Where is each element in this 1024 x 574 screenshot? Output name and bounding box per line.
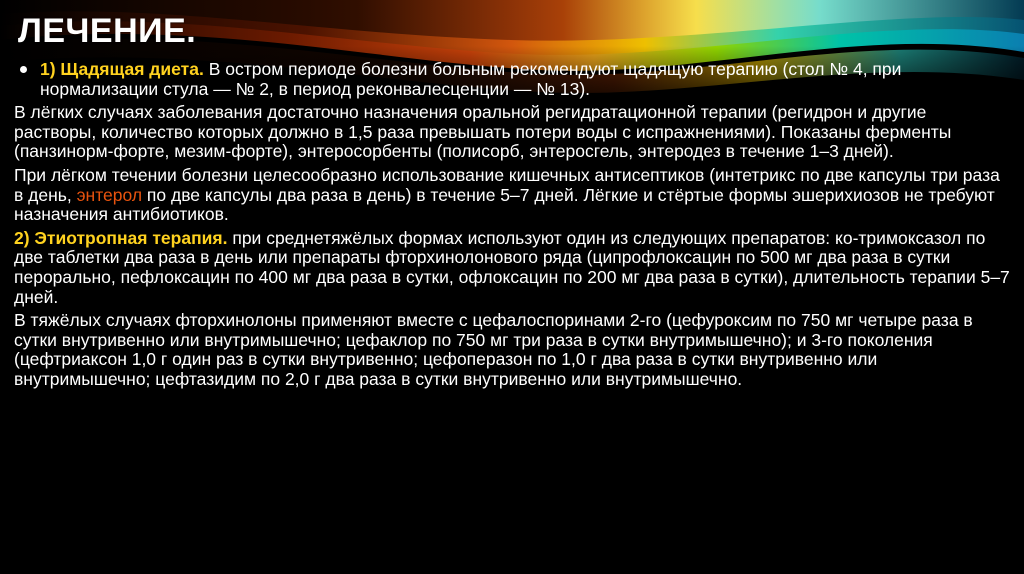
body-text-block	[14, 60, 1010, 394]
paragraph-2	[14, 103, 1010, 162]
paragraph-3-text-after: по две капсулы два раза в день) в течение 5–7 дней. Лёгкие и стёртые формы эшерихиозов не требуют назначения антибиотиков.	[14, 184, 995, 225]
list-item-1-label: 1) Щадящая диета.	[40, 59, 204, 79]
paragraph-5-text: В тяжёлых случаях фторхинолоны применяют вместе с цефалоспоринами 2-го (цефуроксим по 750 мг четыре раза в сутки внутривенно или внутримышечно; цефаклор по 750 мг три раза в сутки внутримышечно); и 3-го поколения (цефтриаксон 1,0 г один раз в сутки внутривенно; цефоперазон по 1,0 г два раза в сутки внутривенно или внутримышечно; цефтазидим по 2,0 г два раза в сутки внутривенно или внутримышечно.	[14, 310, 973, 389]
paragraph-5	[14, 311, 1010, 389]
list-item-2-label: 2) Этиотропная терапия.	[14, 227, 228, 248]
bullet-dot-icon	[20, 66, 27, 73]
paragraph-2-text: В лёгких случаях заболевания достаточно назначения оральной регидратационной терапии (регидрон и другие растворы, количество которых должно в 1,5 раза превышать потери воды с испражнениями). Показаны ферменты (панзинорм-форте, мезим-форте), энтеросорбенты (полисорб, энтеросгель, энтеродез в течение 1–3 дней).	[14, 102, 952, 162]
highlight-enterol: энтерол	[76, 184, 143, 205]
list-item-2-text: при среднетяжёлых формах используют один из следующих препаратов: ко-тримоксазол по две таблетки два раза в день или препараты фторхинолонового ряда (ципрофлоксацин по 500 мг два раза в сутки перорально, пефлоксацин по 400 мг два раза в сутки, офлоксацин по 200 мг два раза в сутки), длительность терапии 5–7 дней.	[14, 227, 1010, 307]
page-title: ЛЕЧЕНИЕ.	[18, 12, 197, 50]
list-item-2	[14, 229, 1010, 307]
list-item-1-text: В остром периоде болезни больным рекомендуют щадящую терапию (стол № 4, при нормализации стула — № 2, в период реконвалесценции — № 13).	[40, 59, 902, 99]
list-item-1	[14, 60, 1010, 99]
paragraph-3-text-before: При лёгком течении болезни целесообразно использование кишечных антисептиков (интетрикс по две капсулы три раза в день,	[14, 164, 1000, 205]
paragraph-3	[14, 166, 1010, 225]
